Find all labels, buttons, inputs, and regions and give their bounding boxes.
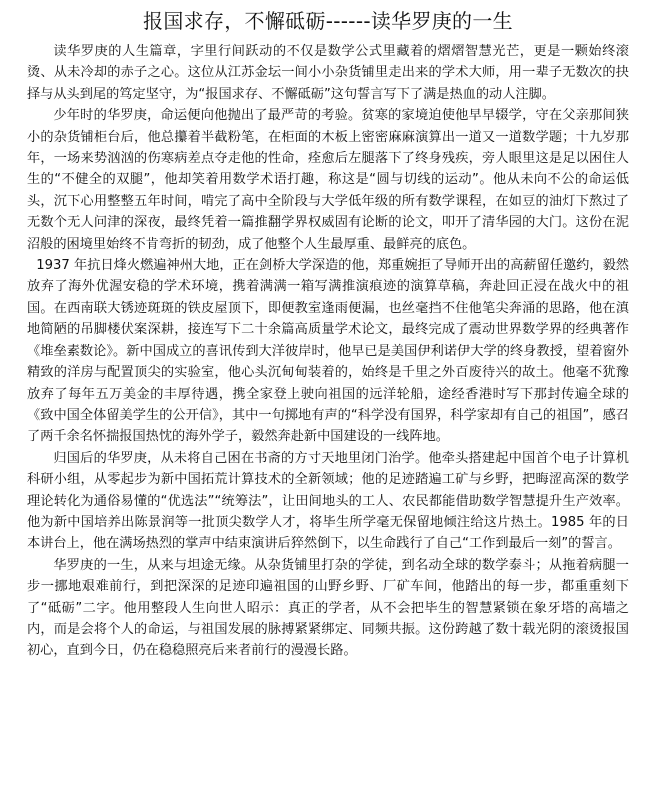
paragraph-return-to-china: 1937 年抗日烽火燃遍神州大地，正在剑桥大学深造的他，郑重婉拒了导师开出的高薪留任邀约，毅然放弃了海外优渥安稳的学术环境，携着满满一箱写满推演痕迹的演算草稿，奔赴回正浸在战火中的祖国。在西南联大锈迹斑斑的铁皮屋顶下，即便教室逢雨便漏，也丝毫挡不住他笔尖奔涌的思路，他在滇地简陋的吊脚楼伏案深耕，接连写下二十余篇高质量学术论文，最终完成了震动世界数学界的经典著作《堆垒素数论》。新中国成立的喜讯传到大洋彼岸时，他早已是美国伊利诺伊大学的终身教授，望着窗外精致的洋房与配置顶尖的实验室，他心头沉甸甸装着的，始终是千里之外百废待兴的故土。他毫不犹豫放弃了每年五万美金的丰厚待遇，携全家登上驶向祖国的远洋轮船，途经香港时写下那封传遍全球的《致中国全体留美学生的公开信》，其中一句掷地有声的“科学没有国界，科学家却有自己的祖国”，感召了两千余名怀揣报国热忱的海外学子，毅然奔赴新中国建设的一线阵地。 — [27, 258, 629, 445]
paragraph-conclusion: 华罗庚的一生，从来与坦途无缘。从杂货铺里打杂的学徒，到名动全球的数学泰斗；从拖着病腿一步一挪地艰难前行，到把深深的足迹印遍祖国的山野乡野、厂矿车间，他踏出的每一步，都重重刻下了“砥砺”二字。他用整段人生向世人昭示：真正的学者，从不会把毕生的智慧紧锁在象牙塔的高墙之内，而是会将个人的命运，与祖国发展的脉搏紧紧绑定、同频共振。这份跨越了数十载光阴的滚烫报国初心，直到今日，仍在稳稳照亮后来者前行的漫漫长路。 — [27, 557, 629, 659]
document-body — [27, 41, 629, 662]
document-title: 报国求存，不懈砥砺------读华罗庚的一生 — [143, 9, 513, 33]
paragraph-after-return: 归国后的华罗庚，从未将自己困在书斋的方寸天地里闭门治学。他牵头搭建起中国首个电子计算机科研小组，从零起步为新中国拓荒计算技术的全新领域；他的足迹踏遍工矿与乡野，把晦涩高深的数学理论转化为通俗易懂的“优选法”“统筹法”，让田间地头的工人、农民都能借助数学智慧提升生产效率。他为新中国培养出陈景润等一批顶尖数学人才，将毕生所学毫无保留地倾注给这片热土。1985 年的日本讲台上，他在满场热烈的掌声中结束演讲后猝然倒下，以生命践行了自己“工作到最后一刻”的誓言。 — [27, 450, 629, 552]
paragraph-youth: 少年时的华罗庚，命运便向他抛出了最严苛的考验。贫寒的家境迫使他早早辍学，守在父亲那间狭小的杂货铺柜台后，他总攥着半截粉笔，在柜面的木板上密密麻麻演算出一道又一道数学题；十九岁那年，一场来势汹汹的伤寒病差点夺走他的性命，痊愈后左腿落下了终身残疾，旁人眼里这是足以困住人生的“不健全的双腿”，他却笑着用数学术语打趣，称这是“圆与切线的运动”。他从未向不公的命运低头，沉下心用整整五年时间，啃完了高中全阶段与大学低年级的所有数学课程，在如豆的油灯下熬过了无数个无人问津的深夜，最终凭着一篇推翻学界权威固有论断的论文，叩开了清华园的大门。这份在泥沼般的困境里始终不肯弯折的韧劲，成了他整个人生最厚重、最鲜亮的底色。 — [27, 108, 629, 252]
paragraph-intro: 读华罗庚的人生篇章，字里行间跃动的不仅是数学公式里藏着的熠熠智慧光芒，更是一颗始终滚烫、从未冷却的赤子之心。这位从江苏金坛一间小小杂货铺里走出来的学术大师，用一辈子无数次的抉择与从头到尾的笃定坚守，为“报国求存、不懈砥砺”这句誓言写下了满是热血的动人注脚。 — [27, 44, 629, 102]
